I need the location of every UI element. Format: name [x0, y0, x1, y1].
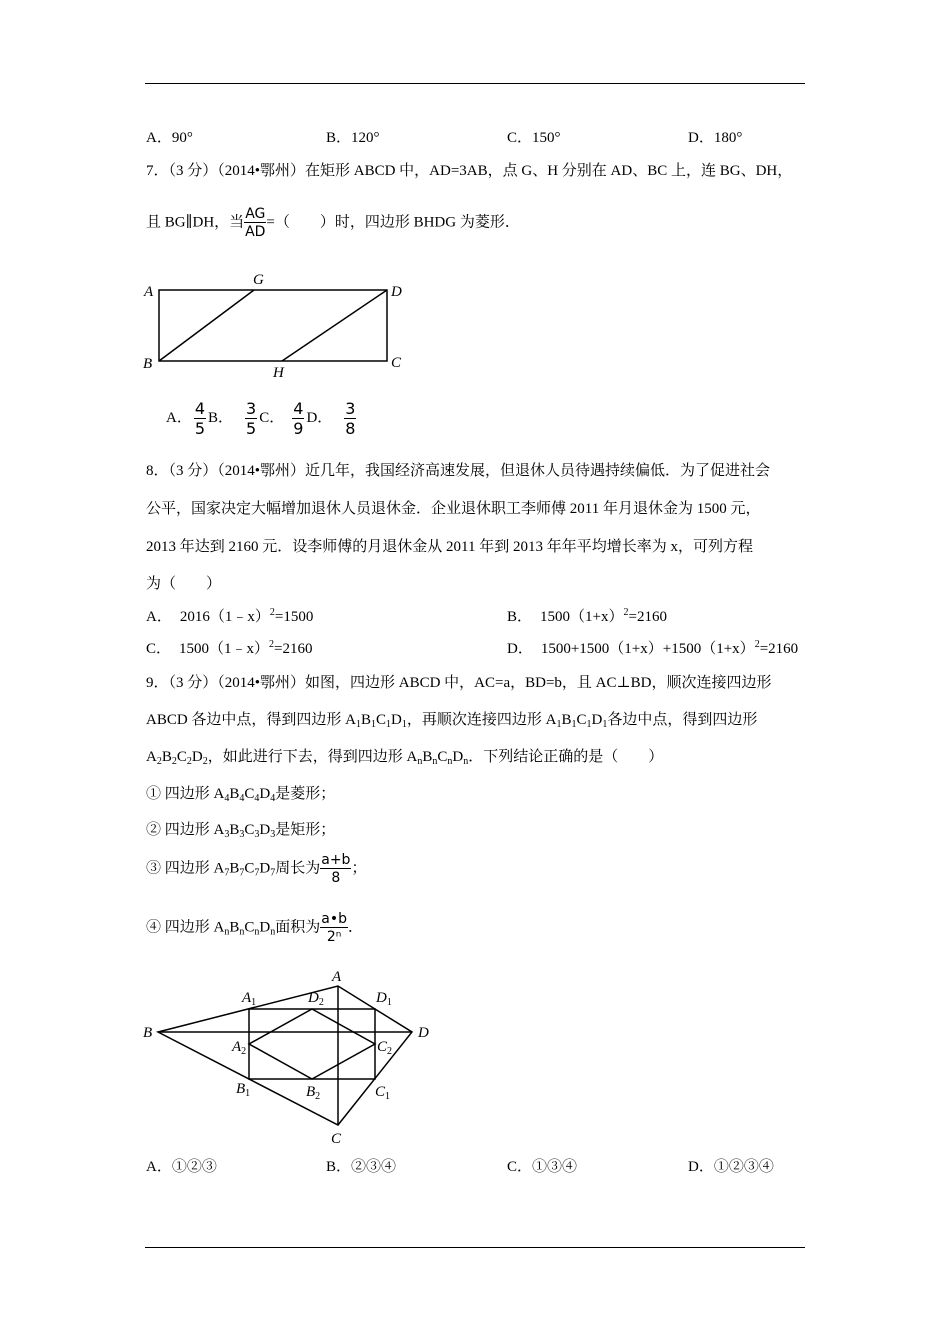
q9-option-d[interactable]: D．①②③④ — [688, 1159, 774, 1175]
q9-label-c2: $C_2$ — [377, 1039, 393, 1057]
q9-statement-3: ③ 四边形 $A_7B_7C_7D_7$周长为 $\frac{a+b}{8}$ ； — [146, 852, 367, 886]
q7-stem-line1: 7．（3 分）（2014•鄂州）在矩形 ABCD 中，AD=3AB，点 G、H 分别在 AD、BC 上，连 BG、DH， — [146, 163, 793, 179]
q6-option-d[interactable]: D．180° — [688, 130, 743, 146]
q9-quadrilateral-figure — [140, 965, 440, 1150]
q9-label-b: B — [143, 1025, 153, 1041]
q9-stem-line1: 9．（3 分）（2014•鄂州）如图，四边形 ABCD 中，AC=a，BD=b，且 AC⊥BD，顺次连接四边形 — [146, 675, 772, 691]
q9-statement-1: ① 四边形 $A_4B_4C_4D_4$是菱形； — [146, 786, 336, 804]
q6-option-a[interactable]: A．90° — [146, 130, 193, 146]
q9-label-d2: $D_2$ — [308, 990, 324, 1008]
q9-option-c[interactable]: C．①③④ — [507, 1159, 578, 1175]
q9-label-c1: $C_1$ — [375, 1084, 391, 1102]
q8-option-d[interactable]: D． $1500+1500(1+x)+1500(1+x)^2=2160$ — [507, 639, 799, 657]
q7-label-c: C — [391, 355, 402, 371]
q6-option-c[interactable]: C．150° — [507, 130, 561, 146]
q9-label-c: C — [331, 1131, 342, 1147]
q9-statement-2: ② 四边形 $A_3B_3C_3D_3$是矩形； — [146, 822, 336, 840]
q8-stem-line3: 2013 年达到 2160 元．设李师傅的月退休金从 2011 年到 2013 年年平均增长率为 x，可列方程 — [146, 539, 753, 555]
q7-option-a[interactable]: A． $\frac{4}{5}$ — [166, 399, 206, 438]
q7-options — [166, 401, 358, 437]
q7-stem-line2: 且 BG∥DH，当 $\frac{AG}{AD}$ =（ ）时，四边形 BHDG 为菱形． — [146, 206, 520, 240]
q9-label-d1: $D_1$ — [376, 990, 392, 1008]
q9-label-a: A — [332, 969, 342, 985]
footer-rule — [145, 1247, 805, 1248]
q9-stem-line3: $A_2B_2C_2D_2$，如此进行下去，得到四边形 $A_nB_nC_nD_n$．下列结论正确的是（ ） — [146, 749, 664, 767]
q7-label-d: D — [391, 284, 402, 300]
q7-label-a: A — [144, 284, 154, 300]
q9-option-b[interactable]: B．②③④ — [326, 1159, 397, 1175]
header-rule — [145, 83, 805, 84]
q6-option-b[interactable]: B．120° — [326, 130, 380, 146]
q8-option-a[interactable]: A． 2016（1﹣x）$^2$=1500 — [146, 607, 314, 625]
q8-stem-line4: 为（ ） — [146, 576, 222, 592]
q9-option-a[interactable]: A．①②③ — [146, 1159, 217, 1175]
q8-stem-line2: 公平，国家决定大幅增加退休人员退休金．企业退休职工李师傅 2011 年月退休金为 1500 元， — [146, 501, 761, 517]
q7-label-g: G — [253, 272, 264, 288]
q9-label-d: D — [418, 1025, 429, 1041]
q9-label-a2: $A_2$ — [232, 1039, 247, 1057]
q7-option-c[interactable]: C． $\frac{4}{9}$ — [259, 399, 304, 438]
q7-option-d[interactable]: D． $\frac{3}{8}$ — [306, 399, 356, 438]
q8-stem-line1: 8．（3 分）（2014•鄂州）近几年，我国经济高速发展，但退休人员待遇持续偏低．为了促进社会 — [146, 463, 771, 479]
q9-statement-4: ④ 四边形 $A_nB_nC_nD_n$面积为 $\frac{a•b}{\text{2ⁿ}}$ ． — [146, 911, 363, 945]
q8-option-c[interactable]: C． 1500（1﹣x）$^2$=2160 — [146, 639, 313, 657]
q9-area-fraction: $\frac{a•b}{\text{2ⁿ}}$ — [321, 911, 347, 945]
q9-label-b1: $B_1$ — [236, 1081, 251, 1099]
q7-label-b: B — [143, 356, 153, 372]
q7-option-b[interactable]: B． $\frac{3}{5}$ — [208, 399, 257, 438]
q9-label-a1: $A_1$ — [242, 990, 257, 1008]
q7-rectangle-figure — [140, 268, 410, 380]
q9-perimeter-fraction: $\frac{a+b}{8}$ — [321, 852, 351, 886]
q7-ratio-fraction: $\frac{AG}{AD}$ — [245, 206, 266, 240]
q9-stem-line2: ABCD 各边中点，得到四边形 $A_1B_1C_1D_1$，再顺次连接四边形 $A_1B_1C_1D_1$各边中点，得到四边形 — [146, 712, 758, 730]
q8-option-b[interactable]: B． $1500(1+x)^2=2160$ — [507, 607, 667, 625]
q7-label-h: H — [273, 365, 284, 381]
q9-label-b2: $B_2$ — [306, 1084, 321, 1102]
